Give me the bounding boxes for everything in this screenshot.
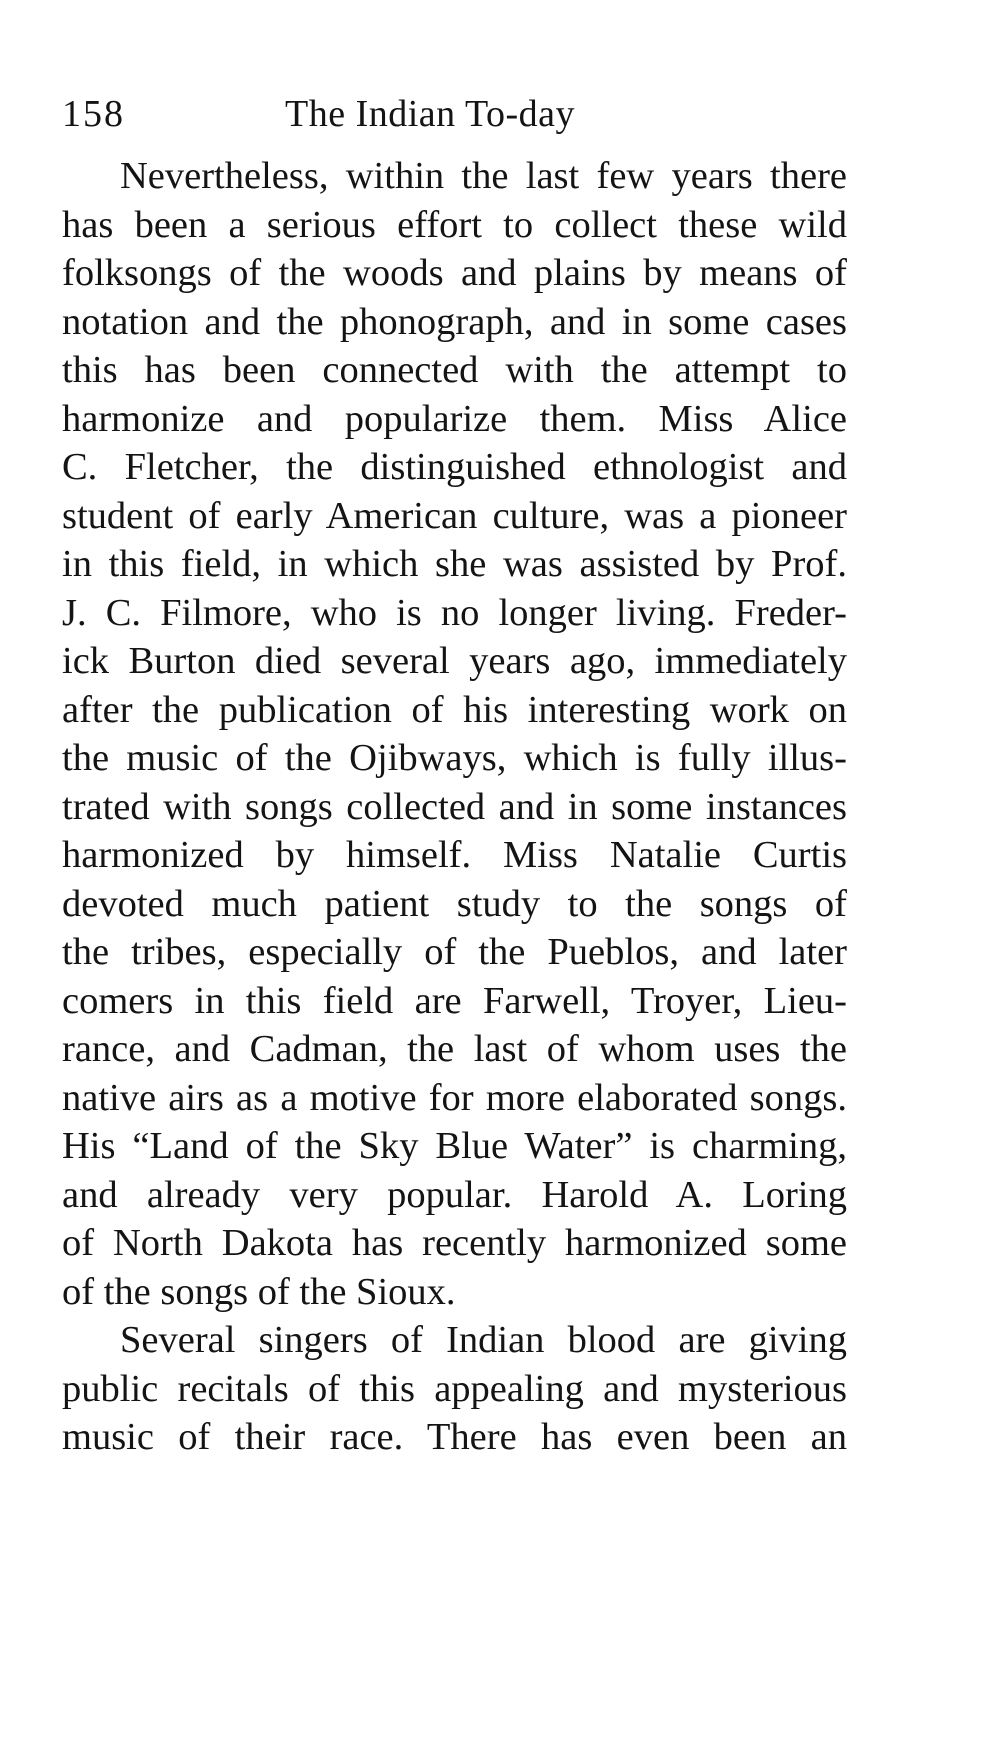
text-line: student of early American culture, was a pioneer: [62, 494, 847, 537]
text-line: C. Fletcher, the distinguished ethnologist and: [62, 446, 847, 488]
text-line: native airs as a motive for more elaborated songs.: [62, 1076, 847, 1119]
text-line: notation and the phonograph, and in some cases: [62, 300, 847, 343]
running-title: The Indian To-day: [285, 93, 576, 135]
text-line: this has been connected with the attempt to: [62, 349, 847, 391]
text-line: after the publication of his interesting work on: [62, 688, 847, 731]
text-line: has been a serious effort to collect these wild: [62, 203, 847, 246]
text-line: harmonized by himself. Miss Natalie Curtis: [62, 834, 847, 876]
text-line: His “Land of the Sky Blue Water” is charming,: [62, 1125, 847, 1167]
text-line: J. C. Filmore, who is no longer living. Freder-: [62, 591, 847, 634]
text-line: and already very popular. Harold A. Loring: [62, 1173, 847, 1216]
text-line: comers in this field are Farwell, Troyer, Lieu-: [62, 979, 847, 1022]
text-line: Several singers of Indian blood are giving: [120, 1319, 847, 1361]
text-line: rance, and Cadman, the last of whom uses the: [62, 1028, 847, 1070]
text-line: harmonize and popularize them. Miss Alice: [62, 397, 847, 440]
text-line: in this field, in which she was assisted by Prof.: [62, 543, 847, 585]
text-line: folksongs of the woods and plains by means of: [62, 252, 847, 294]
body-text: [62, 152, 847, 1462]
paragraph: [62, 152, 847, 1316]
text-line: devoted much patient study to the songs of: [62, 882, 847, 925]
paragraph: [62, 1316, 847, 1462]
text-line: public recitals of this appealing and mysterious: [62, 1367, 847, 1410]
page-number: 158: [62, 93, 125, 135]
text-line: trated with songs collected and in some instances: [62, 785, 847, 828]
text-line: Nevertheless, within the last few years there: [120, 155, 847, 197]
text-line: the music of the Ojibways, which is fully illus-: [62, 737, 847, 779]
running-head: [62, 84, 862, 144]
text-line: of the songs of the Sioux.: [62, 1270, 456, 1313]
text-line: music of their race. There has even been an: [62, 1416, 847, 1458]
text-line: the tribes, especially of the Pueblos, and later: [62, 931, 847, 973]
text-line: of North Dakota has recently harmonized some: [62, 1222, 847, 1264]
text-line: ick Burton died several years ago, immediately: [62, 640, 847, 682]
